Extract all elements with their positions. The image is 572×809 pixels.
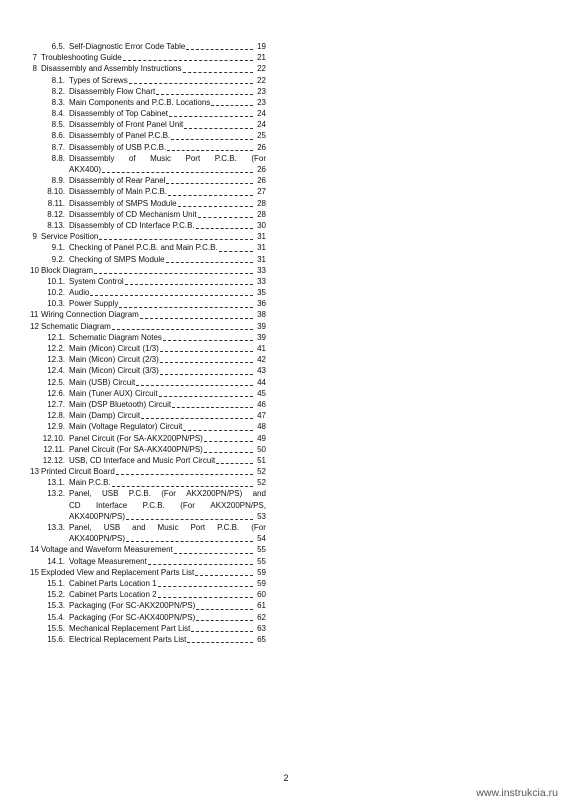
dot-leader bbox=[166, 254, 253, 263]
dot-leader bbox=[167, 142, 253, 151]
toc-entry-number: 8.11. bbox=[47, 198, 65, 208]
toc-entry-number: 8.8. bbox=[51, 153, 65, 163]
toc-entry[interactable] bbox=[30, 578, 266, 589]
toc-entry[interactable] bbox=[30, 354, 266, 365]
toc-entry-number: 8.9. bbox=[51, 176, 65, 186]
toc-entry[interactable] bbox=[30, 321, 266, 332]
dot-leader bbox=[129, 75, 253, 84]
toc-entry-title: Disassembly Flow Chart bbox=[69, 86, 156, 96]
toc-entry[interactable] bbox=[30, 433, 266, 444]
toc-entry[interactable] bbox=[30, 209, 266, 220]
toc-entry-number: 6.5. bbox=[51, 41, 65, 51]
toc-entry[interactable] bbox=[30, 589, 266, 600]
toc-entry-page: 33 bbox=[257, 265, 266, 275]
dot-leader bbox=[204, 444, 253, 453]
toc-entry-title: Checking of Panel P.C.B. and Main P.C.B. bbox=[69, 243, 218, 253]
toc-entry-number: 15.5. bbox=[47, 623, 65, 633]
toc-entry[interactable] bbox=[30, 489, 266, 500]
dot-leader bbox=[196, 612, 253, 621]
toc-entry-number: 14.1. bbox=[47, 556, 65, 566]
dot-leader bbox=[169, 108, 253, 117]
dot-leader bbox=[140, 310, 253, 319]
toc-entry[interactable] bbox=[30, 399, 266, 410]
dot-leader bbox=[160, 343, 253, 352]
toc-entry-number: 15.6. bbox=[47, 634, 65, 644]
toc-entry-number: 11 bbox=[30, 310, 39, 320]
toc-entry-title: Disassembly and Assembly Instructions bbox=[41, 64, 182, 74]
toc-entry-page: 41 bbox=[257, 344, 266, 354]
toc-entry-page: 23 bbox=[257, 86, 266, 96]
toc-entry-number: 8.1. bbox=[51, 75, 65, 85]
toc-entry-page: 59 bbox=[257, 567, 266, 577]
dot-leader bbox=[183, 64, 254, 73]
toc-entry-title: Packaging (For SC-AKX400PN/PS) bbox=[69, 612, 196, 622]
toc-entry[interactable] bbox=[30, 612, 266, 623]
toc-entry-title: Block Diagram bbox=[41, 265, 94, 275]
toc-entry-number: 8.13. bbox=[47, 220, 65, 230]
toc-entry-number: 13 bbox=[30, 467, 39, 477]
toc-entry-title: Mechanical Replacement Part List bbox=[69, 623, 191, 633]
toc-entry[interactable] bbox=[30, 97, 266, 108]
watermark: www.instrukcia.ru bbox=[476, 787, 558, 799]
toc-entry-page: 31 bbox=[257, 232, 266, 242]
toc-entry[interactable] bbox=[30, 388, 266, 399]
dot-leader bbox=[123, 52, 253, 61]
dot-leader bbox=[125, 276, 253, 285]
page-number: 2 bbox=[283, 773, 289, 783]
toc-entry[interactable] bbox=[30, 466, 266, 477]
dot-leader bbox=[195, 567, 253, 576]
toc-entry-title: Self-Diagnostic Error Code Table bbox=[69, 41, 186, 51]
toc-entry-page: 59 bbox=[257, 578, 266, 588]
toc-entry-number: 15.1. bbox=[47, 578, 65, 588]
toc-entry[interactable] bbox=[30, 153, 266, 164]
dot-leader bbox=[216, 455, 253, 464]
toc-entry-page: 31 bbox=[257, 243, 266, 253]
toc-entry-number: 10.3. bbox=[47, 299, 65, 309]
toc-entry-number: 15.4. bbox=[47, 612, 65, 622]
toc-entry-number: 9 bbox=[32, 232, 37, 242]
toc-entry-number: 8.10. bbox=[47, 187, 65, 197]
toc-entry-title: Disassembly of Music Port P.C.B. (For bbox=[69, 153, 266, 163]
toc-entry[interactable] bbox=[30, 522, 266, 533]
toc-entry[interactable] bbox=[30, 556, 266, 567]
toc-entry-title: Main (Voltage Regulator) Circuit bbox=[69, 422, 183, 432]
table-of-contents bbox=[30, 41, 266, 645]
toc-entry-title: Audio bbox=[69, 288, 90, 298]
toc-entry-page: 22 bbox=[257, 64, 266, 74]
toc-entry-number: 8 bbox=[32, 64, 37, 74]
toc-entry-title: Disassembly of Panel P.C.B. bbox=[69, 131, 171, 141]
toc-entry-number: 8.7. bbox=[51, 142, 65, 152]
toc-entry-title: Checking of SMPS Module bbox=[69, 254, 165, 264]
toc-entry-page: 62 bbox=[257, 612, 266, 622]
toc-entry-page: 52 bbox=[257, 478, 266, 488]
toc-entry-page: 36 bbox=[257, 299, 266, 309]
toc-entry[interactable] bbox=[30, 175, 266, 186]
toc-entry-page: 31 bbox=[257, 254, 266, 264]
toc-entry-page: 24 bbox=[257, 109, 266, 119]
toc-entry-number: 8.4. bbox=[51, 109, 65, 119]
toc-entry-number: 14 bbox=[30, 545, 39, 555]
toc-entry-number: 9.2. bbox=[51, 254, 65, 264]
toc-entry-number: 10 bbox=[30, 265, 39, 275]
toc-entry-title-continued: AKX400PN/PS) bbox=[69, 534, 126, 544]
dot-leader bbox=[156, 86, 253, 95]
toc-entry-page: 39 bbox=[257, 332, 266, 342]
toc-entry-number: 12.2. bbox=[47, 344, 65, 354]
dot-leader bbox=[112, 478, 253, 487]
toc-entry[interactable] bbox=[30, 41, 266, 52]
toc-entry-number: 12.1. bbox=[47, 332, 65, 342]
dot-leader bbox=[148, 556, 253, 565]
toc-entry-page: 43 bbox=[257, 366, 266, 376]
toc-entry[interactable] bbox=[30, 444, 266, 455]
toc-entry-title: Disassembly of CD Mechanism Unit bbox=[69, 209, 197, 219]
toc-entry-number: 12.7. bbox=[47, 399, 65, 409]
toc-entry-page: 33 bbox=[257, 276, 266, 286]
toc-entry-number: 7 bbox=[32, 53, 37, 63]
toc-entry[interactable] bbox=[30, 198, 266, 209]
toc-entry[interactable] bbox=[30, 242, 266, 253]
toc-entry[interactable] bbox=[30, 186, 266, 197]
toc-entry-page: 55 bbox=[257, 556, 266, 566]
dot-leader bbox=[136, 377, 253, 386]
toc-entry-page: 53 bbox=[257, 511, 266, 521]
toc-entry-number: 8.2. bbox=[51, 86, 65, 96]
toc-entry-number: 15.3. bbox=[47, 601, 65, 611]
toc-entry-page: 65 bbox=[257, 634, 266, 644]
toc-entry-number: 12.10. bbox=[42, 433, 65, 443]
toc-entry-title: Electrical Replacement Parts List bbox=[69, 634, 187, 644]
toc-entry-page: 26 bbox=[257, 176, 266, 186]
toc-entry-number: 12.4. bbox=[47, 366, 65, 376]
toc-entry-page: 27 bbox=[257, 187, 266, 197]
toc-entry-title: Main (Micon) Circuit (2/3) bbox=[69, 355, 159, 365]
toc-entry-title: Types of Screws bbox=[69, 75, 128, 85]
toc-entry[interactable] bbox=[30, 131, 266, 142]
toc-entry-continuation[interactable] bbox=[30, 511, 266, 522]
toc-entry-page: 44 bbox=[257, 377, 266, 387]
dot-leader bbox=[191, 623, 253, 632]
toc-entry[interactable] bbox=[30, 421, 266, 432]
toc-entry-continuation[interactable] bbox=[30, 164, 266, 175]
toc-entry-page: 21 bbox=[257, 53, 266, 63]
dot-leader bbox=[183, 422, 253, 431]
dot-leader bbox=[141, 410, 253, 419]
dot-leader bbox=[211, 97, 253, 106]
toc-entry-page: 61 bbox=[257, 601, 266, 611]
dot-leader bbox=[172, 399, 253, 408]
dot-leader bbox=[158, 578, 253, 587]
toc-entry-continuation[interactable] bbox=[30, 500, 266, 511]
toc-entry-title: Main (Tuner AUX) Circuit bbox=[69, 388, 158, 398]
toc-entry-page: 51 bbox=[257, 455, 266, 465]
toc-entry[interactable] bbox=[30, 600, 266, 611]
dot-leader bbox=[178, 198, 253, 207]
toc-entry[interactable] bbox=[30, 265, 266, 276]
toc-entry-title: Disassembly of Main P.C.B. bbox=[69, 187, 168, 197]
dot-leader bbox=[196, 220, 253, 229]
dot-leader bbox=[171, 131, 253, 140]
toc-entry-title-continued: CD Interface P.C.B. (For AKX200PN/PS, bbox=[69, 500, 266, 510]
toc-entry-title: Power Supply bbox=[69, 299, 119, 309]
toc-entry[interactable] bbox=[30, 298, 266, 309]
dot-leader bbox=[174, 545, 253, 554]
toc-entry-title: Packaging (For SC-AKX200PN/PS) bbox=[69, 601, 196, 611]
dot-leader bbox=[160, 366, 253, 375]
toc-entry-title: Disassembly of USB P.C.B. bbox=[69, 142, 167, 152]
toc-entry[interactable] bbox=[30, 119, 266, 130]
toc-entry-title: Panel, USB P.C.B. (For AKX200PN/PS) and bbox=[69, 489, 266, 499]
toc-entry[interactable] bbox=[30, 86, 266, 97]
toc-entry-number: 12.8. bbox=[47, 411, 65, 421]
toc-entry-title: Main (DSP Bluetooth) Circuit bbox=[69, 399, 172, 409]
dot-leader bbox=[119, 299, 253, 308]
toc-entry-title: System Control bbox=[69, 276, 124, 286]
toc-entry-number: 15 bbox=[30, 567, 39, 577]
toc-entry-title: Main Components and P.C.B. Locations bbox=[69, 97, 211, 107]
toc-entry-title: Panel Circuit (For SA-AKX200PN/PS) bbox=[69, 433, 203, 443]
toc-entry-page: 60 bbox=[257, 590, 266, 600]
dot-leader bbox=[90, 287, 253, 296]
toc-entry[interactable] bbox=[30, 544, 266, 555]
dot-leader bbox=[168, 187, 253, 196]
toc-entry-page: 19 bbox=[257, 41, 266, 51]
toc-entry-page: 26 bbox=[257, 142, 266, 152]
toc-entry-page: 52 bbox=[257, 467, 266, 477]
toc-entry[interactable] bbox=[30, 142, 266, 153]
toc-entry-title: Cabinet Parts Location 1 bbox=[69, 578, 157, 588]
dot-leader bbox=[112, 321, 253, 330]
dot-leader bbox=[166, 175, 253, 184]
toc-entry-title: Disassembly of Rear Panel bbox=[69, 176, 166, 186]
toc-entry-number: 12.5. bbox=[47, 377, 65, 387]
toc-entry-number: 12.12. bbox=[42, 455, 65, 465]
toc-entry-number: 15.2. bbox=[47, 590, 65, 600]
toc-entry[interactable] bbox=[30, 287, 266, 298]
toc-entry-title: Schematic Diagram bbox=[41, 321, 111, 331]
dot-leader bbox=[116, 466, 253, 475]
toc-entry[interactable] bbox=[30, 63, 266, 74]
toc-entry-number: 8.12. bbox=[47, 209, 65, 219]
toc-entry-page: 47 bbox=[257, 411, 266, 421]
toc-entry-title: Disassembly of Front Panel Unit bbox=[69, 120, 184, 130]
toc-entry-number: 8.5. bbox=[51, 120, 65, 130]
toc-entry-number: 13.2. bbox=[47, 489, 65, 499]
toc-entry-number: 12.6. bbox=[47, 388, 65, 398]
dot-leader bbox=[94, 265, 253, 274]
dot-leader bbox=[160, 354, 253, 363]
toc-entry-title: Voltage Measurement bbox=[69, 556, 147, 566]
toc-entry-page: 45 bbox=[257, 388, 266, 398]
dot-leader bbox=[196, 601, 253, 610]
toc-entry-number: 13.1. bbox=[47, 478, 65, 488]
toc-entry-page: 48 bbox=[257, 422, 266, 432]
dot-leader bbox=[126, 533, 253, 542]
toc-entry[interactable] bbox=[30, 623, 266, 634]
dot-leader bbox=[204, 433, 253, 442]
toc-entry-number: 10.2. bbox=[47, 288, 65, 298]
toc-entry-title: Wiring Connection Diagram bbox=[41, 310, 139, 320]
toc-entry-title: Disassembly of SMPS Module bbox=[69, 198, 177, 208]
toc-entry-title: Disassembly of CD Interface P.C.B. bbox=[69, 220, 195, 230]
toc-entry-page: 49 bbox=[257, 433, 266, 443]
toc-entry-title: Panel Circuit (For SA-AKX400PN/PS) bbox=[69, 444, 203, 454]
toc-entry-title-continued: AKX400PN/PS) bbox=[69, 511, 126, 521]
toc-entry-page: 35 bbox=[257, 288, 266, 298]
toc-entry[interactable] bbox=[30, 634, 266, 645]
toc-entry-title: Main (Micon) Circuit (3/3) bbox=[69, 366, 159, 376]
toc-entry-page: 25 bbox=[257, 131, 266, 141]
toc-entry-title: Voltage and Waveform Measurement bbox=[41, 545, 173, 555]
toc-entry-number: 12.11. bbox=[43, 444, 65, 454]
toc-entry-page: 28 bbox=[257, 209, 266, 219]
toc-entry[interactable] bbox=[30, 377, 266, 388]
toc-entry-title: Service Position bbox=[41, 232, 99, 242]
toc-entry[interactable] bbox=[30, 343, 266, 354]
toc-entry-page: 39 bbox=[257, 321, 266, 331]
toc-entry-number: 9.1. bbox=[51, 243, 65, 253]
toc-entry-title: Panel, USB and Music Port P.C.B. (For bbox=[69, 523, 266, 533]
toc-entry-page: 38 bbox=[257, 310, 266, 320]
toc-entry-number: 12.9. bbox=[47, 422, 65, 432]
toc-entry[interactable] bbox=[30, 332, 266, 343]
toc-entry-title: Main (USB) Circuit bbox=[69, 377, 136, 387]
toc-entry[interactable] bbox=[30, 220, 266, 231]
toc-entry[interactable] bbox=[30, 455, 266, 466]
dot-leader bbox=[184, 120, 253, 129]
toc-entry-page: 22 bbox=[257, 75, 266, 85]
toc-entry[interactable] bbox=[30, 276, 266, 287]
toc-entry-page: 30 bbox=[257, 220, 266, 230]
toc-entry-number: 13.3. bbox=[47, 523, 65, 533]
toc-entry-title: Printed Circuit Board bbox=[41, 467, 115, 477]
toc-entry-page: 63 bbox=[257, 623, 266, 633]
dot-leader bbox=[159, 388, 253, 397]
toc-entry-page: 42 bbox=[257, 355, 266, 365]
toc-entry-title: USB, CD Interface and Music Port Circuit bbox=[69, 455, 216, 465]
dot-leader bbox=[219, 243, 253, 252]
toc-entry-title: Schematic Diagram Notes bbox=[69, 332, 162, 342]
toc-entry-number: 8.6. bbox=[51, 131, 65, 141]
toc-entry-page: 54 bbox=[257, 534, 266, 544]
toc-entry-page: 46 bbox=[257, 399, 266, 409]
toc-entry-page: 55 bbox=[257, 545, 266, 555]
toc-entry[interactable] bbox=[30, 52, 266, 63]
dot-leader bbox=[126, 511, 253, 520]
toc-entry[interactable] bbox=[30, 567, 266, 578]
toc-entry[interactable] bbox=[30, 477, 266, 488]
toc-entry-number: 12.3. bbox=[47, 355, 65, 365]
toc-entry-page: 50 bbox=[257, 444, 266, 454]
toc-entry-continuation[interactable] bbox=[30, 533, 266, 544]
dot-leader bbox=[102, 164, 253, 173]
toc-entry-title: Main (Damp) Circuit bbox=[69, 411, 141, 421]
toc-entry[interactable] bbox=[30, 75, 266, 86]
toc-entry-page: 24 bbox=[257, 120, 266, 130]
toc-entry[interactable] bbox=[30, 310, 266, 321]
toc-entry-title-continued: AKX400) bbox=[69, 165, 102, 175]
toc-entry-title: Cabinet Parts Location 2 bbox=[69, 590, 157, 600]
toc-entry-number: 12 bbox=[30, 321, 39, 331]
dot-leader bbox=[158, 589, 253, 598]
toc-entry-number: 8.3. bbox=[51, 97, 65, 107]
toc-entry[interactable] bbox=[30, 108, 266, 119]
toc-entry-title: Main P.C.B. bbox=[69, 478, 111, 488]
toc-entry-page: 23 bbox=[257, 97, 266, 107]
toc-entry[interactable] bbox=[30, 254, 266, 265]
toc-entry-page: 26 bbox=[257, 165, 266, 175]
toc-entry[interactable] bbox=[30, 410, 266, 421]
dot-leader bbox=[198, 209, 253, 218]
dot-leader bbox=[163, 332, 253, 341]
toc-entry-number: 10.1. bbox=[47, 276, 65, 286]
toc-entry-title: Main (Micon) Circuit (1/3) bbox=[69, 344, 159, 354]
toc-entry-page: 28 bbox=[257, 198, 266, 208]
toc-entry-title: Troubleshooting Guide bbox=[41, 53, 122, 63]
dot-leader bbox=[99, 231, 253, 240]
toc-entry-title: Disassembly of Top Cabinet bbox=[69, 109, 169, 119]
dot-leader bbox=[186, 41, 253, 50]
toc-entry[interactable] bbox=[30, 365, 266, 376]
toc-entry-title: Exploded View and Replacement Parts List bbox=[41, 567, 195, 577]
dot-leader bbox=[187, 634, 253, 643]
toc-entry[interactable] bbox=[30, 231, 266, 242]
